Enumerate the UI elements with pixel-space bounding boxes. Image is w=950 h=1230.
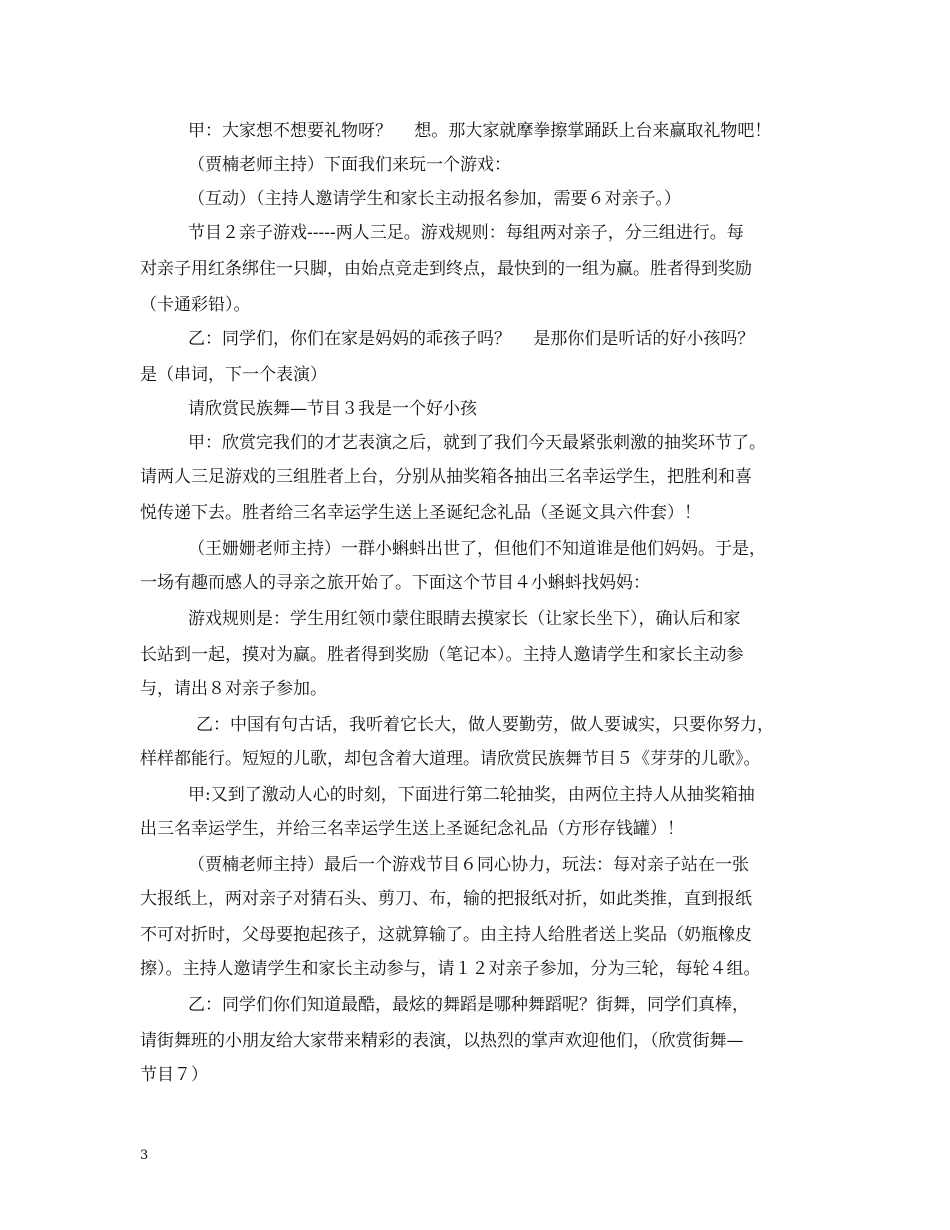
paragraph-line: （贾楠老师主持）下面我们来玩一个游戏：: [188, 155, 511, 175]
paragraph-line: 与，请出８对亲子参加。: [140, 679, 327, 699]
paragraph-line: 请欣赏民族舞—节目３我是一个好小孩: [188, 399, 477, 419]
paragraph-line: 一场有趣而感人的寻亲之旅开始了。下面这个节目４小蝌蚪找妈妈：: [140, 573, 650, 593]
paragraph-line: 出三名幸运学生，并给三名幸运学生送上圣诞纪念礼品（方形存钱罐）！: [140, 819, 684, 839]
paragraph-line: 甲：欣赏完我们的才艺表演之后，就到了我们今天最紧张刺激的抽奖环节了。: [188, 433, 766, 453]
page-number: 3: [140, 1148, 149, 1163]
paragraph-line: 不可对折时，父母要抱起孩子，这就算输了。由主持人给胜者送上奖品（奶瓶橡皮: [140, 925, 752, 945]
paragraph-line: 乙：同学们，你们在家是妈妈的乖孩子吗？ 是那你们是听话的好小孩吗？: [188, 329, 755, 349]
paragraph-line: （王姗姗老师主持）一群小蝌蚪出世了，但他们不知道谁是他们妈妈。于是，: [188, 539, 766, 559]
paragraph-line: 是（串词，下一个表演）: [140, 365, 327, 385]
paragraph-line: 请街舞班的小朋友给大家带来精彩的表演，以热烈的掌声欢迎他们，（欣赏街舞—: [140, 1031, 744, 1051]
paragraph-line: 乙：中国有句古话，我听着它长大，做人要勤劳，做人要诚实，只要你努力，: [196, 715, 774, 735]
paragraph-line: 节目２亲子游戏-----两人三足。游戏规则：每组两对亲子，分三组进行。每: [188, 223, 744, 243]
paragraph-line: 擦）。主持人邀请学生和家长主动参与，请１２对亲子参加，分为三轮，每轮４组。: [140, 959, 761, 979]
paragraph-line: 长站到一起，摸对为赢。胜者得到奖励（笔记本）。主持人邀请学生和家长主动参: [140, 645, 744, 665]
paragraph-line: 游戏规则是：学生用红领巾蒙住眼睛去摸家长（让家长坐下），确认后和家: [188, 609, 741, 629]
paragraph-line: 对亲子用红条绑住一只脚，由始点竞走到终点，最快到的一组为赢。胜者得到奖励: [140, 259, 752, 279]
paragraph-line: 悦传递下去。胜者给三名幸运学生送上圣诞纪念礼品（圣诞文具六件套）！: [140, 503, 701, 523]
paragraph-line: （卡通彩铅）。: [140, 295, 251, 315]
paragraph-line: 请两人三足游戏的三组胜者上台，分别从抽奖箱各抽出三名幸运学生，把胜利和喜: [140, 467, 752, 487]
paragraph-line: 甲：大家想不想要礼物呀？ 想。那大家就摩拳擦掌踊跃上台来赢取礼物吧！: [188, 121, 772, 141]
paragraph-line: 样样都能行。短短的儿歌，却包含着大道理。请欣赏民族舞节目５《芽芽的儿歌》。: [140, 749, 761, 769]
paragraph-line: 甲:又到了激动人心的时刻，下面进行第二轮抽奖，由两位主持人从抽奖箱抽: [188, 785, 755, 805]
paragraph-line: 乙：同学们你们知道最酷，最炫的舞蹈是哪种舞蹈呢？街舞，同学们真棒，: [188, 995, 749, 1015]
paragraph-line: （互动）（主持人邀请学生和家长主动报名参加，需要６对亲子。）: [188, 189, 681, 209]
paragraph-line: 节目７）: [140, 1065, 208, 1085]
paragraph-line: （贾楠老师主持）最后一个游戏节目６同心协力，玩法：每对亲子站在一张: [188, 855, 749, 875]
paragraph-line: 大报纸上，两对亲子对猜石头、剪刀、布，输的把报纸对折，如此类推，直到报纸: [140, 889, 752, 909]
